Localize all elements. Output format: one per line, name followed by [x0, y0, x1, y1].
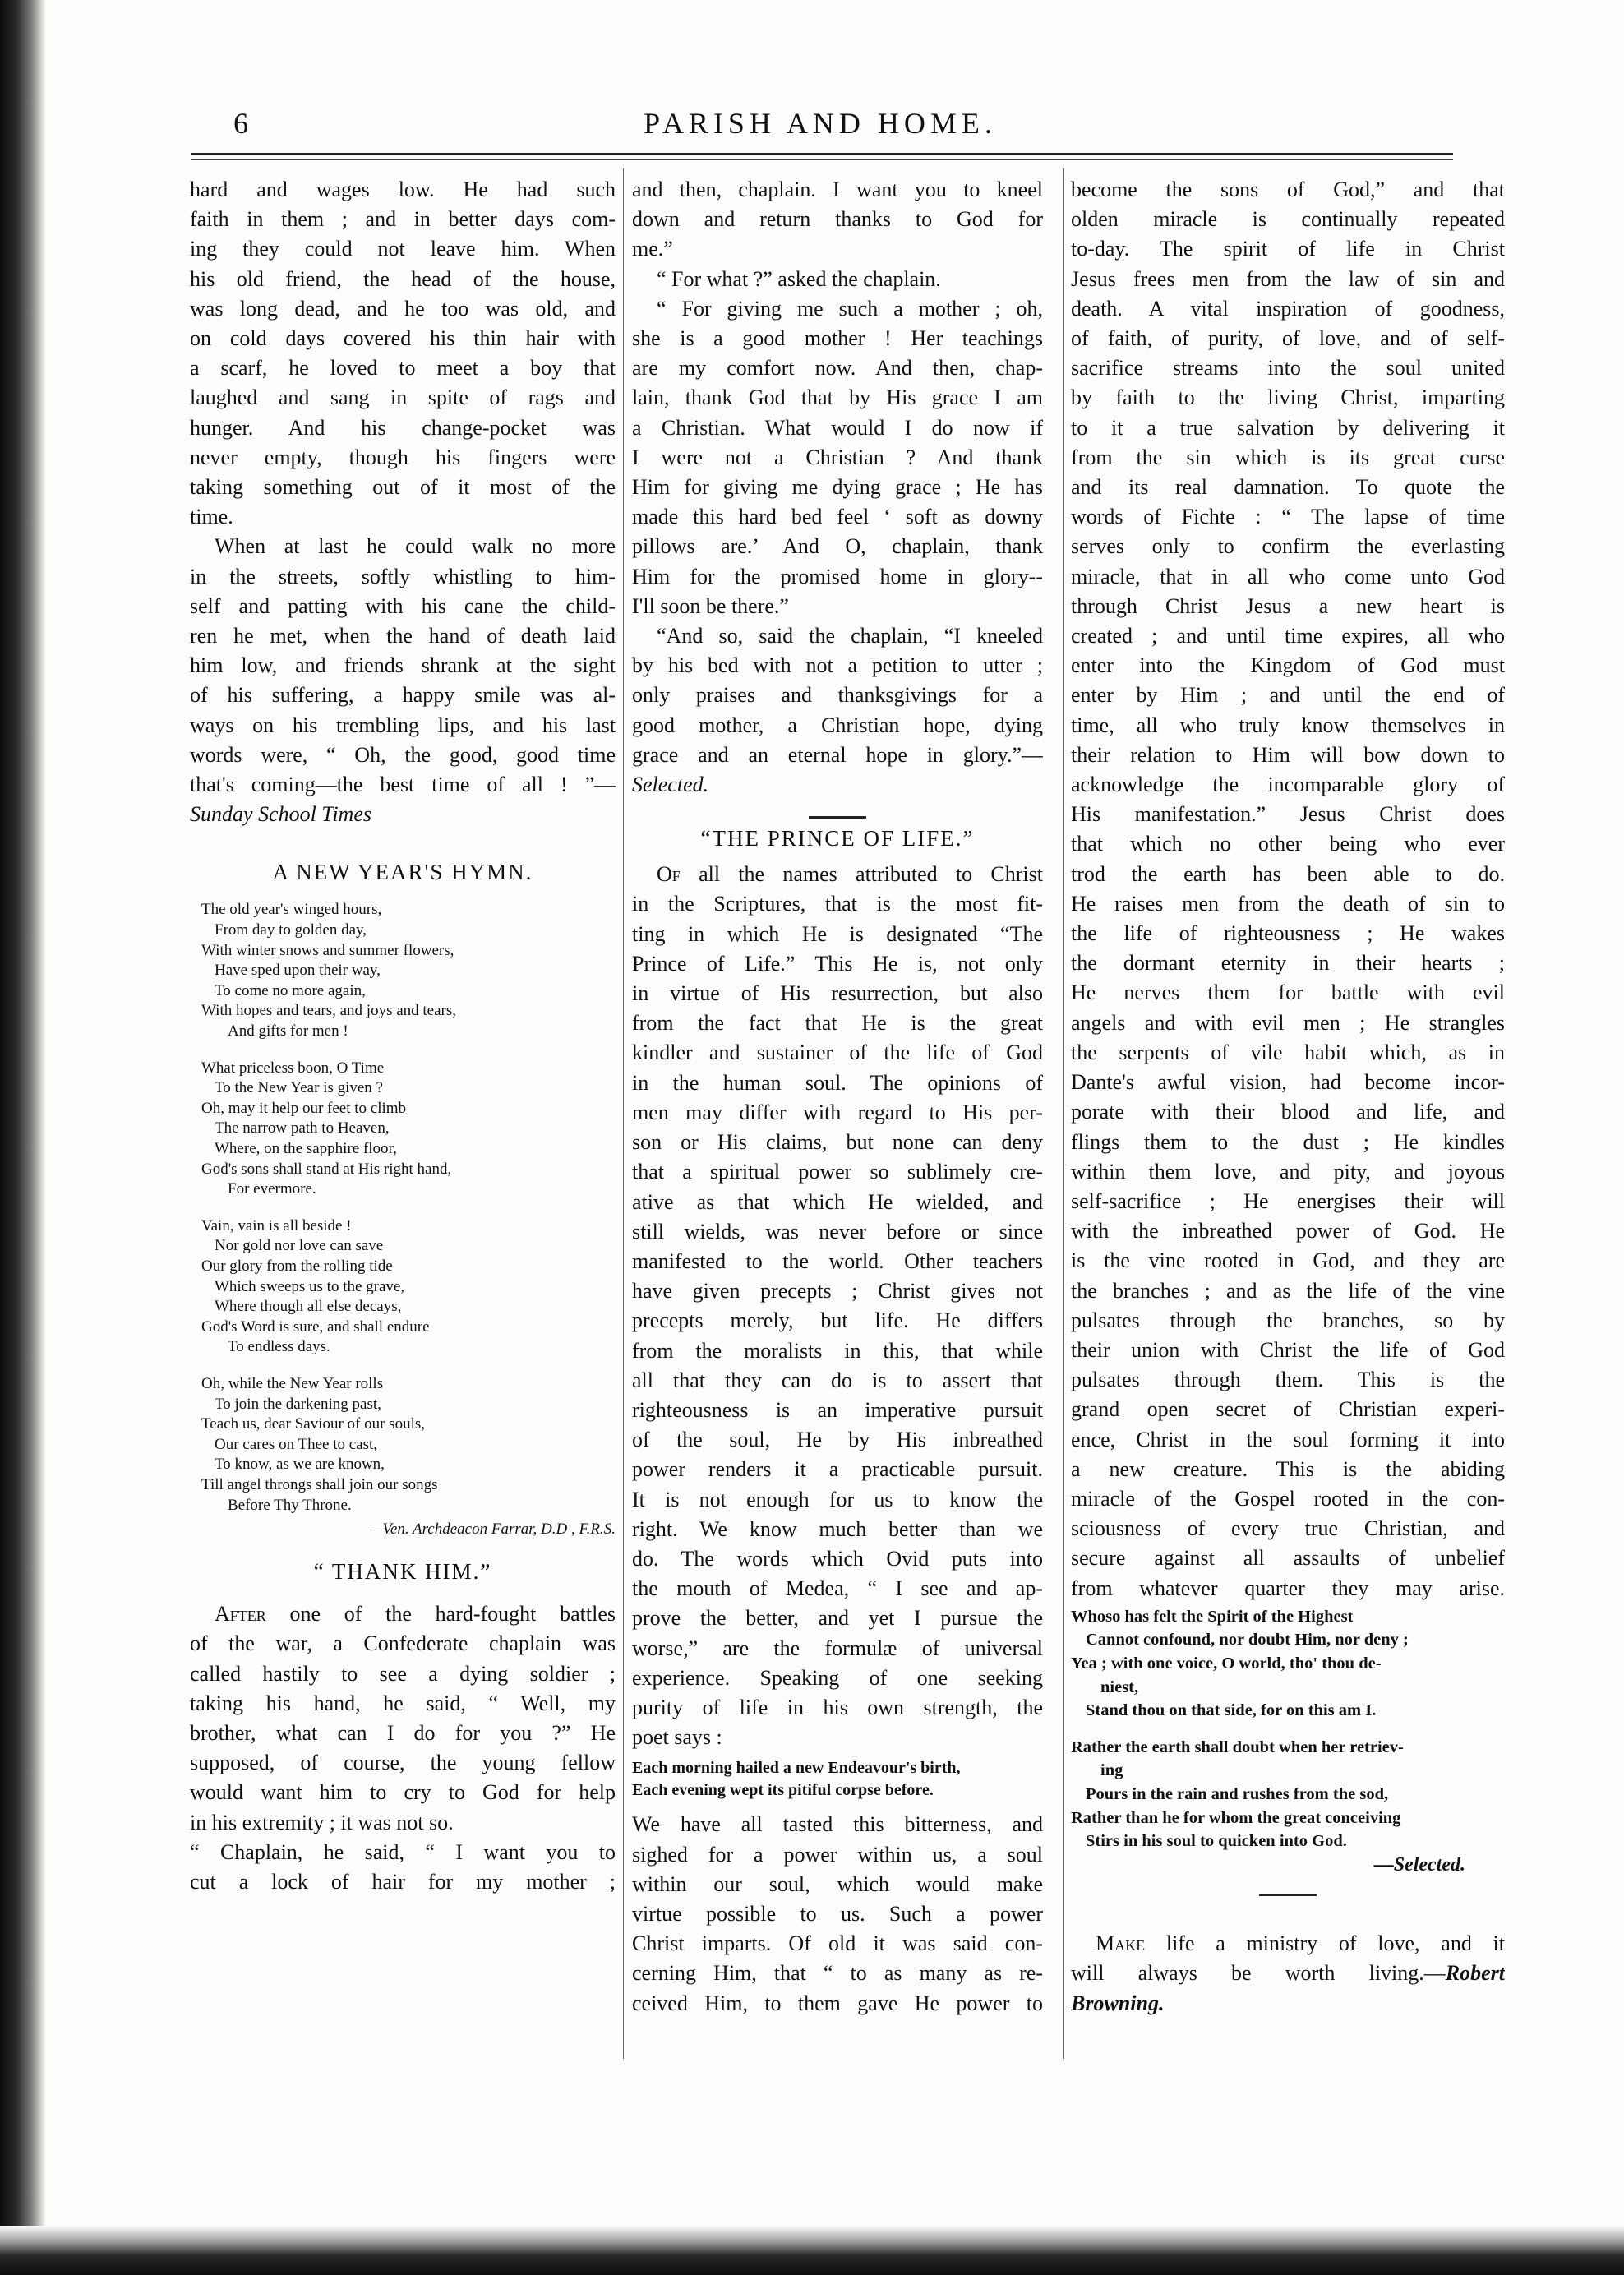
verse-line: Nor gold nor love can save [215, 1237, 384, 1255]
text-line: enter by Him ; and until the end of [1071, 683, 1505, 708]
text-line: poet says : [632, 1725, 722, 1750]
text-line: ren he met, when the hand of death laid [190, 624, 616, 648]
text-line: Him for giving me dying grace ; He has [632, 475, 1043, 500]
verse-line: Yea ; with one voice, O world, tho' thou de- [1071, 1654, 1382, 1673]
source-credit: Selected. [632, 773, 709, 797]
verse-line: With winter snows and summer flowers, [201, 941, 454, 959]
text-line: their union with Christ the life of God [1071, 1337, 1505, 1362]
text-line: manifested to the world. Other teachers [632, 1248, 1043, 1273]
text-span: one of the hard-fought battles [265, 1602, 616, 1627]
hymn-stanza [190, 1374, 616, 1516]
text-line: of faith, of purity, of love, and of self- [1071, 326, 1505, 351]
section-separator [809, 816, 866, 819]
text-line: the serpents of vile habit which, as in [1071, 1040, 1505, 1064]
verse-line: Stand thou on that side, for on this am I. [1086, 1701, 1377, 1720]
drop-lead: Of [657, 862, 681, 887]
column-divider-1 [623, 168, 624, 2059]
verse-line: Oh, may it help our feet to climb [201, 1099, 407, 1117]
text-line: right. We know much better than we [632, 1516, 1043, 1541]
text-line [632, 860, 1043, 889]
text-line: lain, thank God that by His grace I am [632, 385, 1043, 410]
page-binding-shadow [0, 0, 46, 2275]
text-line: His manifestation.” Jesus Christ does [1071, 802, 1505, 827]
text-line: by his bed with not a petition to utter ; [632, 653, 1043, 678]
text-line: miracle of the Gospel rooted in the con- [1071, 1486, 1505, 1511]
column-divider-2 [1063, 168, 1064, 2059]
verse-line: Before Thy Throne. [228, 1496, 352, 1514]
text-line: I'll soon be there.” [632, 593, 789, 618]
verse-line: Where, on the sapphire floor, [215, 1140, 397, 1157]
text-line: never empty, though his fingers were [190, 445, 616, 469]
text-line: of the war, a Confederate chaplain was [190, 1631, 616, 1656]
text-line: in the Scriptures, that is the most fit- [632, 892, 1043, 916]
text-line: power renders it a practicable pursuit. [632, 1457, 1043, 1482]
text-line: ing they could not leave him. When [190, 237, 616, 261]
text-line: faith in them ; and in better days com- [190, 207, 616, 232]
text-line: worse,” are the formulæ of universal [632, 1636, 1043, 1660]
text-line: serves only to confirm the everlasting [1071, 534, 1505, 559]
text-line: from the sin which is its great curse [1071, 445, 1505, 469]
hymn-poem [190, 900, 616, 1540]
text-line: sciousness of every true Christian, and [1071, 1516, 1505, 1541]
drop-lead: After [215, 1602, 266, 1627]
verse-line: Our glory from the rolling tide [201, 1257, 393, 1275]
text-line: Him for the promised home in glory-- [632, 564, 1043, 588]
text-line: enter into the Kingdom of God must [1071, 653, 1505, 678]
text-line: still wields, was never before or since [632, 1219, 1043, 1244]
text-line: of the soul, He by His inbreathed [632, 1428, 1043, 1452]
text-line: me.” [632, 237, 673, 261]
hymn-stanza [190, 1059, 616, 1200]
text-line: his old friend, the head of the house, [190, 266, 616, 291]
text-line: down and return thanks to God for [632, 207, 1043, 232]
verse-line: niest, [1100, 1677, 1139, 1696]
verse-line: The narrow path to Heaven, [215, 1119, 390, 1138]
text-line: He raises men from the death of sin to [1071, 891, 1505, 916]
text-line: porate with their blood and life, and [1071, 1100, 1505, 1124]
text-line: their relation to Him will bow down to [1071, 742, 1505, 767]
text-line: trod the earth has been able to do. [1071, 861, 1505, 886]
paragraph-chaplain-1 [190, 1599, 616, 1838]
verse-line: God's Word is sure, and shall endure [201, 1317, 430, 1336]
verse-line: Each morning hailed a new Endeavour's birth, [632, 1759, 961, 1778]
verse-line: Vain, vain is all beside ! [201, 1216, 352, 1234]
text-line: experience. Speaking of one seeking [632, 1665, 1043, 1690]
verse-line: Where though all else decays, [215, 1298, 402, 1316]
text-line: flings them to the dust ; He kindles [1071, 1129, 1505, 1154]
text-line: time. [190, 505, 233, 529]
hymn-attribution: —Ven. Archdeacon Farrar, D.D , F.R.S. [368, 1521, 616, 1539]
text-line: to it a true salvation by delivering it [1071, 415, 1505, 440]
text-line: from whatever quarter they may arise. [1071, 1576, 1505, 1600]
verse-line: Stirs in his soul to quicken into God. [1086, 1832, 1347, 1851]
text-line: ting in which He is designated “The [632, 921, 1043, 946]
verse-line: Our cares on Thee to cast, [215, 1435, 378, 1453]
closing-verse [1071, 1605, 1505, 1877]
text-line: a scarf, he loved to meet a boy that [190, 356, 616, 381]
text-line: good mother, a Christian hope, dying [632, 713, 1043, 737]
paragraph-kneeled [632, 621, 1043, 800]
running-title: PARISH AND HOME. [644, 107, 997, 140]
text-span: all the names attributed to Christ [680, 862, 1043, 887]
hymn-title: A NEW YEAR'S HYMN. [272, 860, 533, 885]
text-line: created ; and until time expires, all who [1071, 624, 1505, 648]
paragraph-chaplain-3 [632, 175, 1043, 265]
column-1 [190, 175, 616, 1897]
text-line: made this hard bed feel ‘ soft as downy [632, 505, 1043, 529]
text-line: miracle, that in all who come unto God [1071, 564, 1505, 588]
text-line: become the sons of God,” and that [1071, 178, 1505, 201]
text-line: have given precepts ; Christ gives not [632, 1279, 1043, 1304]
text-line: ceived Him, to them gave He power to [632, 1991, 1043, 2015]
text-line: do. The words which Ovid puts into [632, 1546, 1043, 1571]
text-line: It is not enough for us to know the [632, 1487, 1043, 1511]
quoted-couplet [632, 1757, 1043, 1802]
text-line [190, 1599, 616, 1629]
verse-line: God's sons shall stand at His right hand, [201, 1160, 452, 1178]
verse-line: To come no more again, [215, 981, 366, 999]
text-line: “ For what ?” asked the chaplain. [657, 266, 941, 291]
verse-source: —Selected. [1373, 1853, 1465, 1876]
text-line: by faith to the living Christ, imparting [1071, 385, 1505, 410]
verse-line: Cannot confound, nor doubt Him, nor deny ; [1086, 1631, 1409, 1650]
text-line: in virtue of His resurrection, but also [632, 981, 1043, 1006]
text-line: within them love, and pity, and joyous [1071, 1159, 1505, 1184]
text-line: grand open secret of Christian experi- [1071, 1397, 1505, 1422]
text-line: in his extremity ; it was not so. [190, 1810, 454, 1834]
verse-line: Rather than he for whom the great conceiving [1071, 1808, 1401, 1827]
verse-line: Which sweeps us to the grave, [215, 1277, 405, 1295]
text-line: of his suffering, a happy smile was al- [190, 683, 616, 708]
text-line: We have all tasted this bitterness, and [632, 1812, 1043, 1837]
verse-line: What priceless boon, O Time [201, 1059, 385, 1077]
text-line: righteousness is an imperative pursuit [632, 1397, 1043, 1422]
text-line: Prince of Life.” This He is, not only [632, 951, 1043, 976]
text-line: ence, Christ in the soul forming it into [1071, 1427, 1505, 1451]
text-line: kindler and sustainer of the life of God [632, 1041, 1043, 1065]
text-line: called hastily to see a dying soldier ; [190, 1661, 616, 1686]
text-line: precepts merely, but life. He differs [632, 1308, 1043, 1333]
text-span: will always be worth living.— [1071, 1961, 1446, 1986]
verse-line: To endless days. [228, 1338, 330, 1356]
text-line: When at last he could walk no more [215, 534, 616, 559]
page-bottom-edge [0, 2226, 1624, 2275]
verse-line: Oh, while the New Year rolls [201, 1374, 384, 1392]
text-line: sacrifice streams into the soul united [1071, 356, 1505, 381]
verse-line: Whoso has felt the Spirit of the Highest [1071, 1607, 1354, 1626]
text-line: ways on his trembling lips, and his last [190, 713, 616, 737]
text-line: son or His claims, but none can deny [632, 1130, 1043, 1155]
text-line: secure against all assaults of unbelief [1071, 1546, 1505, 1571]
text-line [1071, 1959, 1505, 1988]
text-line: and then, chaplain. I want you to kneel [632, 178, 1043, 201]
text-line: He nerves them for battle with evil [1071, 981, 1505, 1005]
text-line: was long dead, and he too was old, and [190, 296, 616, 321]
text-line: are my comfort now. And then, chap- [632, 356, 1043, 381]
text-line: sighed for a power within us, a soul [632, 1842, 1043, 1867]
text-line: acknowledge the incomparable glory of [1071, 773, 1505, 797]
text-line: a Christian. What would I do now if [632, 415, 1043, 440]
column-2 [632, 175, 1043, 2019]
text-line: that which no other being who ever [1071, 832, 1505, 856]
verse-line: Teach us, dear Saviour of our souls, [201, 1415, 425, 1433]
text-line: taking something out of it most of the [190, 475, 616, 500]
text-line: men may differ with regard to His per- [632, 1100, 1043, 1124]
source-credit: Sunday School Times [190, 802, 371, 827]
verse-line: Pours in the rain and rushes from the sod, [1086, 1784, 1389, 1803]
closing-author-line: Browning. [1071, 1991, 1165, 2015]
text-line: to-day. The spirit of life in Christ [1071, 237, 1505, 261]
paragraph-for-what [632, 265, 1043, 294]
paragraph-prince-of-life [632, 860, 1043, 1752]
text-line: angels and with evil men ; He strangles [1071, 1010, 1505, 1035]
text-line: grace and an eternal hope in glory.”— [632, 742, 1043, 767]
text-line: words of Fichte : “ The lapse of time [1071, 505, 1505, 529]
text-line: Dante's awful vision, had become incor- [1071, 1070, 1505, 1095]
text-line: I were not a Christian ? And thank [632, 445, 1043, 469]
text-line: cut a lock of hair for my mother ; [190, 1869, 616, 1894]
text-line: supposed, of course, the young fellow [190, 1751, 616, 1775]
verse-line: And gifts for men ! [228, 1022, 348, 1041]
text-line: prove the better, and yet I pursue the [632, 1606, 1043, 1631]
hymn-stanza [190, 900, 616, 1041]
text-line: within our soul, which would make [632, 1871, 1043, 1896]
text-line: Jesus frees men from the law of sin and [1071, 266, 1505, 291]
text-line: from the fact that He is the great [632, 1011, 1043, 1036]
text-line: she is a good mother ! Her teachings [632, 326, 1043, 351]
text-line: “And so, said the chaplain, “I kneeled [657, 624, 1043, 648]
text-line: laughed and sang in spite of rags and [190, 385, 616, 410]
text-line: would want him to cry to God for help [190, 1780, 616, 1805]
text-line: the branches ; and as the life of the vine [1071, 1278, 1505, 1303]
closing-author: Robert [1445, 1961, 1505, 1986]
stanza-gap [1071, 1723, 1505, 1736]
text-line [1071, 1929, 1505, 1959]
text-line: that a spiritual power so sublimely cre- [632, 1160, 1043, 1184]
prince-of-life-title: “THE PRINCE OF LIFE.” [700, 826, 975, 851]
text-line: from the moralists in this, that while [632, 1338, 1043, 1363]
text-line: olden miracle is continually repeated [1071, 207, 1505, 232]
paragraph-ministry-of-love [1071, 1929, 1505, 2019]
paragraph-good-mother [632, 294, 1043, 621]
text-line: “ Chaplain, he said, “ I want you to [190, 1839, 616, 1864]
text-span: life a ministry of love, and it [1145, 1931, 1505, 1956]
text-line: and its real damnation. To quote the [1071, 475, 1505, 500]
text-line: virtue possible to us. Such a power [632, 1901, 1043, 1926]
text-line: words were, “ Oh, the good, good time [190, 742, 616, 767]
text-line: cerning Him, that “ to as many as re- [632, 1961, 1043, 1986]
text-line: self and patting with his cane the child- [190, 593, 616, 618]
page-header [191, 107, 1450, 148]
text-line: “ For giving me such a mother ; oh, [657, 296, 1043, 321]
verse-line: To know, as we are known, [215, 1456, 385, 1474]
text-line: is the vine rooted in God, and they are [1071, 1248, 1505, 1273]
verse-line: To join the darkening past, [215, 1395, 381, 1413]
drop-lead: Make [1096, 1931, 1146, 1956]
verse-line: The old year's winged hours, [201, 901, 382, 919]
text-line: Christ imparts. Of old it was said con- [632, 1931, 1043, 1956]
text-line: that's coming—the best time of all ! ”— [190, 773, 616, 797]
column-3 [1071, 175, 1505, 2019]
paragraph-old-man-1 [190, 175, 616, 532]
text-line: purity of life in his own strength, the [632, 1695, 1043, 1719]
verse-line: Have sped upon their way, [215, 962, 381, 980]
paragraph-chaplain-2 [190, 1838, 616, 1897]
text-line: hunger. And his change-pocket was [190, 415, 616, 440]
text-line: pillows are.’ And O, chaplain, thank [632, 534, 1043, 559]
header-rule-thick [191, 153, 1453, 155]
paragraph-old-man-2 [190, 532, 616, 829]
text-line: in the streets, softly whistling to him- [190, 564, 616, 588]
verse-line: ing [1100, 1761, 1123, 1780]
text-line: hard and wages low. He had such [190, 178, 616, 201]
thank-him-title: “ THANK HIM.” [313, 1559, 492, 1585]
text-line: with the inbreathed power of God. He [1071, 1219, 1505, 1244]
header-rule-thin [191, 159, 1453, 160]
text-line: brother, what can I do for you ?” He [190, 1720, 616, 1745]
text-line: only praises and thanksgivings for a [632, 683, 1043, 708]
verse-line: Each evening wept its pitiful corpse before. [632, 1781, 934, 1800]
text-line: the life of righteousness ; He wakes [1071, 921, 1505, 946]
text-line: him low, and friends shrank at the sight [190, 653, 616, 678]
text-line: the dormant eternity in their hearts ; [1071, 951, 1505, 976]
text-line: self-sacrifice ; He energises their will [1071, 1188, 1505, 1213]
text-line: taking his hand, he said, “ Well, my [190, 1691, 616, 1715]
page-number: 6 [233, 107, 248, 140]
verse-line: From day to golden day, [215, 921, 367, 939]
section-separator [1259, 1894, 1317, 1896]
text-line: the mouth of Medea, “ I see and ap- [632, 1576, 1043, 1601]
hymn-stanza [190, 1216, 616, 1358]
text-line: death. A vital inspiration of goodness, [1071, 296, 1505, 321]
verse-line: With hopes and tears, and joys and tears, [201, 1002, 457, 1020]
text-line: through Christ Jesus a new heart is [1071, 593, 1505, 618]
verse-line: To the New Year is given ? [215, 1079, 383, 1097]
paragraph-sons-of-god [1071, 175, 1505, 1604]
paragraph-bitterness [632, 1810, 1043, 2018]
verse-line: Rather the earth shall doubt when her retriev- [1071, 1737, 1404, 1756]
text-line: ative as that which He wielded, and [632, 1189, 1043, 1214]
text-line: in the human soul. The opinions of [632, 1070, 1043, 1095]
verse-line: Till angel throngs shall join our songs [201, 1475, 438, 1493]
text-line: on cold days covered his thin hair with [190, 326, 616, 351]
text-line: pulsates through the branches, so by [1071, 1308, 1505, 1332]
verse-line: For evermore. [228, 1180, 316, 1198]
text-line: a new creature. This is the abiding [1071, 1456, 1505, 1481]
text-line: time, all who truly know themselves in [1071, 713, 1505, 737]
text-line: pulsates through them. This is the [1071, 1368, 1505, 1392]
text-line: all that they can do is to assert that [632, 1368, 1043, 1392]
